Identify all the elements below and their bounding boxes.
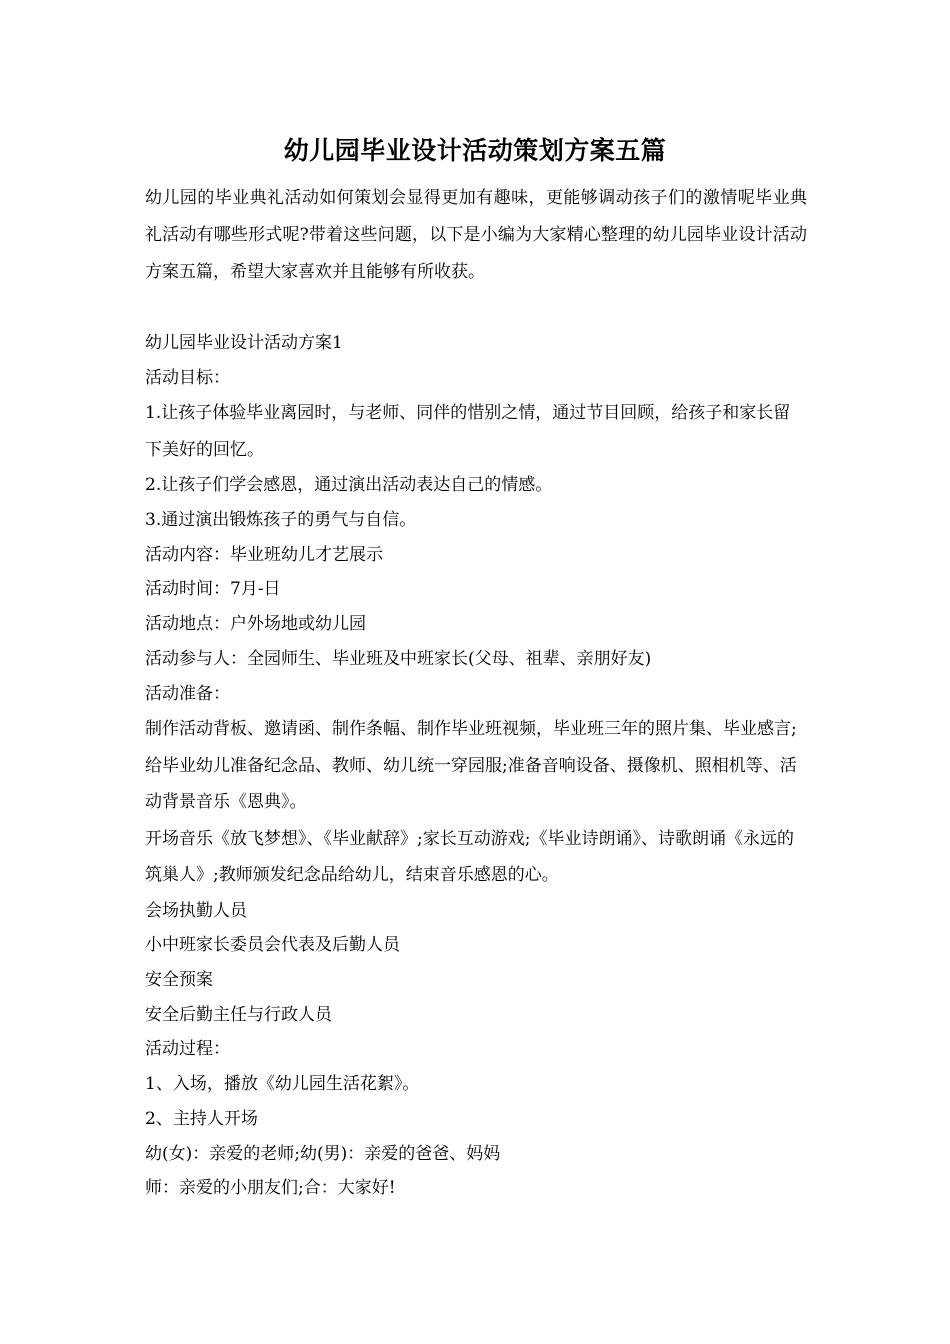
document-title: 幼儿园毕业设计活动策划方案五篇 [283, 136, 667, 165]
safety-plan-text: 安全后勤主任与行政人员 [145, 1004, 332, 1025]
document-body [145, 326, 807, 1206]
safety-plan-label: 安全预案 [145, 970, 213, 991]
process-step-2: 2、主持人开场 [145, 1108, 258, 1129]
activity-time: 活动时间：7月-日 [145, 579, 281, 600]
venue-staff-text: 小中班家长委员会代表及后勤人员 [145, 935, 400, 956]
goal-item-2: 2.让孩子们学会感恩，通过演出活动表达自己的情感。 [145, 475, 553, 496]
activity-participants: 活动参与人：全园师生、毕业班及中班家长(父母、祖辈、亲朋好友) [145, 648, 652, 669]
section-label-preparation: 活动准备： [145, 683, 230, 704]
section-label-goals: 活动目标： [145, 367, 230, 388]
venue-staff-label: 会场执勤人员 [145, 900, 247, 921]
process-step-1: 1、入场，播放《幼儿园生活花絮》。 [145, 1074, 420, 1095]
section-label-process: 活动过程： [145, 1039, 230, 1060]
program-text: 开场音乐《放飞梦想》、《毕业献辞》;家长互动游戏;《毕业诗朗诵》、诗歌朗诵《永远的筑巢人》;教师颁发纪念品给幼儿，结束音乐感恩的心。 [145, 828, 794, 886]
intro-paragraph: 幼儿园的毕业典礼活动如何策划会显得更加有趣味，更能够调动孩子们的激情呢毕业典礼活动有哪些形式呢?带着这些问题，以下是小编为大家精心整理的幼儿园毕业设计活动方案五篇，希望大家喜欢并且能够有所收获。 [145, 188, 807, 282]
activity-location: 活动地点：户外场地或幼儿园 [145, 614, 366, 635]
dialogue-line-1: 幼(女)：亲爱的老师;幼(男)：亲爱的爸爸、妈妈 [145, 1143, 501, 1164]
goal-item-3: 3.通过演出锻炼孩子的勇气与自信。 [145, 510, 417, 531]
preparation-text: 制作活动背板、邀请函、制作条幅、制作毕业班视频，毕业班三年的照片集、毕业感言;给毕业幼儿准备纪念品、教师、幼儿统一穿园服;准备音响设备、摄像机、照相机等、活动背景音乐《恩典》。 [145, 719, 797, 813]
goal-item-1: 1.让孩子体验毕业离园时，与老师、同伴的惜别之情，通过节目回顾，给孩子和家长留下美好的回忆。 [145, 403, 791, 460]
dialogue-line-2: 师：亲爱的小朋友们;合：大家好! [145, 1178, 396, 1199]
plan-heading: 幼儿园毕业设计活动方案1 [145, 333, 343, 353]
activity-content: 活动内容：毕业班幼儿才艺展示 [145, 544, 383, 565]
